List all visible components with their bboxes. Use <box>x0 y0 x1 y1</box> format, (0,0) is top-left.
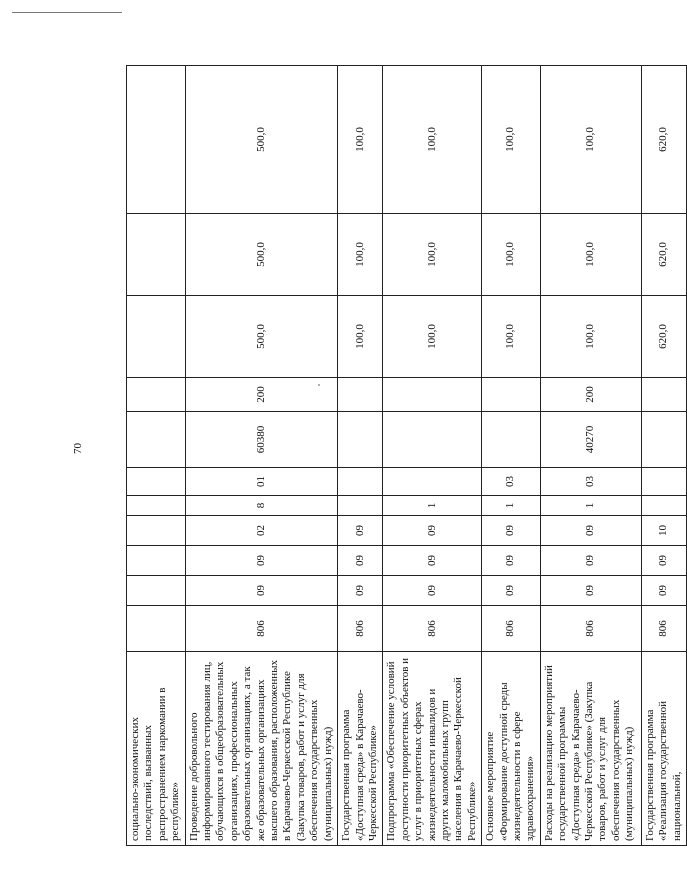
subsection-cell: 09 <box>482 546 541 576</box>
budget-table-sheet <box>126 66 683 846</box>
measure-cell: 01 <box>185 468 337 496</box>
amount-year3-cell: 620,0 <box>641 66 686 214</box>
row-name-cell: Подпрограмма «Обеспечение условий доступности приоритетных объектов и услуг в приоритетных сферах жизнедеятельности инвалидов и других маломобильных групп населения в Карачаево-Черкесской Республике» <box>383 652 482 846</box>
amount-year1-cell: 100,0 <box>338 296 383 378</box>
direction-code-cell: 40270 <box>540 412 641 468</box>
expense-type-cell: 200 <box>185 378 337 412</box>
ministry-code-cell <box>127 606 186 652</box>
table-row <box>338 66 383 846</box>
measure-cell <box>383 468 482 496</box>
ministry-code-cell: 806 <box>185 606 337 652</box>
amount-year1-cell: 100,0 <box>540 296 641 378</box>
subsection-cell <box>127 546 186 576</box>
table-row <box>482 66 541 846</box>
ministry-code-cell: 806 <box>383 606 482 652</box>
row-name-cell: Расходы на реализацию мероприятий государственной программы «Доступная среда» в Карачаево-Черкесской Республике» (Закупка товаров, работ и услуг для обеспечения государственных (муниципальных) нужд) <box>540 652 641 846</box>
program-cell: 02 <box>185 516 337 546</box>
amount-year1-cell <box>127 296 186 378</box>
direction-code-cell <box>383 412 482 468</box>
section-cell: 09 <box>641 576 686 606</box>
measure-cell <box>338 468 383 496</box>
expense-type-cell <box>127 378 186 412</box>
subprogram-cell: 1 <box>383 496 482 516</box>
table-row <box>185 66 337 846</box>
budget-table <box>126 65 687 846</box>
rotated-table-wrapper <box>126 66 683 846</box>
section-cell <box>127 576 186 606</box>
measure-cell <box>127 468 186 496</box>
amount-year1-cell: 100,0 <box>482 296 541 378</box>
expense-type-cell <box>482 378 541 412</box>
direction-code-cell: 60380 <box>185 412 337 468</box>
row-name-cell: Основное мероприятие «Формирование доступной среды жизнедеятельности в сфере здравоохранения» <box>482 652 541 846</box>
section-cell: 09 <box>540 576 641 606</box>
section-cell: 09 <box>383 576 482 606</box>
amount-year3-cell: 100,0 <box>482 66 541 214</box>
row-name-cell: Государственная программа «Доступная среда» в Карачаево-Черкесской Республике» <box>338 652 383 846</box>
subprogram-cell: 1 <box>482 496 541 516</box>
measure-cell <box>641 468 686 496</box>
subsection-cell: 09 <box>383 546 482 576</box>
amount-year2-cell: 100,0 <box>338 214 383 296</box>
ministry-code-cell: 806 <box>482 606 541 652</box>
subprogram-cell: 8 <box>185 496 337 516</box>
subprogram-cell <box>127 496 186 516</box>
amount-year2-cell: 500,0 <box>185 214 337 296</box>
row-name-cell: социально-экономических последствий, вызванных распространением наркомании в республике» <box>127 652 186 846</box>
measure-cell: 03 <box>540 468 641 496</box>
amount-year3-cell: 500,0 <box>185 66 337 214</box>
expense-type-cell <box>383 378 482 412</box>
direction-code-cell <box>127 412 186 468</box>
subprogram-cell: 1 <box>540 496 641 516</box>
amount-year1-cell: 620,0 <box>641 296 686 378</box>
direction-code-cell <box>482 412 541 468</box>
program-cell <box>127 516 186 546</box>
program-cell: 09 <box>383 516 482 546</box>
section-cell: 09 <box>185 576 337 606</box>
amount-year2-cell: 100,0 <box>540 214 641 296</box>
ministry-code-cell: 806 <box>641 606 686 652</box>
subsection-cell: 09 <box>185 546 337 576</box>
table-row <box>127 66 186 846</box>
program-cell: 09 <box>338 516 383 546</box>
subprogram-cell <box>338 496 383 516</box>
amount-year3-cell: 100,0 <box>338 66 383 214</box>
ministry-code-cell: 806 <box>540 606 641 652</box>
table-row <box>641 66 686 846</box>
section-cell: 09 <box>482 576 541 606</box>
direction-code-cell <box>641 412 686 468</box>
subsection-cell: 09 <box>641 546 686 576</box>
amount-year2-cell: 100,0 <box>482 214 541 296</box>
program-cell: 09 <box>540 516 641 546</box>
subsection-cell: 09 <box>540 546 641 576</box>
section-cell: 09 <box>338 576 383 606</box>
amount-year1-cell: 500,0 <box>185 296 337 378</box>
amount-year2-cell: 620,0 <box>641 214 686 296</box>
table-row <box>540 66 641 846</box>
expense-type-cell <box>641 378 686 412</box>
amount-year3-cell: 100,0 <box>540 66 641 214</box>
subprogram-cell <box>641 496 686 516</box>
amount-year1-cell: 100,0 <box>383 296 482 378</box>
subsection-cell: 09 <box>338 546 383 576</box>
row-name-cell: Государственная программа «Реализация государственной национальной, <box>641 652 686 846</box>
amount-year3-cell <box>127 66 186 214</box>
amount-year2-cell: 100,0 <box>383 214 482 296</box>
direction-code-cell <box>338 412 383 468</box>
expense-type-cell: 200 <box>540 378 641 412</box>
row-name-cell: Проведение добровольного информированного тестирования лиц, обучающихся в общеобразовательных организациях, профессиональных образовательных организациях, а так же образовательных организациях высшего образования, расположенных в Карачаево-Черкесской Республике (Закупка товаров, работ и услуг для обеспечения государственных (муниципальных) нужд) <box>185 652 337 846</box>
program-cell: 09 <box>482 516 541 546</box>
top-rule <box>12 12 122 13</box>
amount-year2-cell <box>127 214 186 296</box>
ministry-code-cell: 806 <box>338 606 383 652</box>
expense-type-cell <box>338 378 383 412</box>
program-cell: 10 <box>641 516 686 546</box>
page-number: 70 <box>72 443 84 454</box>
measure-cell: 03 <box>482 468 541 496</box>
table-row <box>383 66 482 846</box>
amount-year3-cell: 100,0 <box>383 66 482 214</box>
